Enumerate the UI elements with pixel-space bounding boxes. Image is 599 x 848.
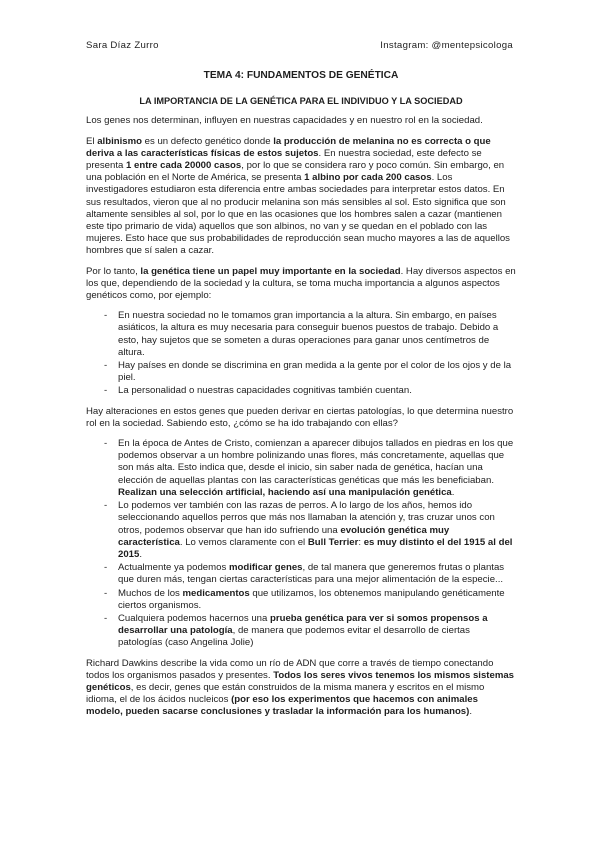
alteraciones-paragraph: Hay alteraciones en estos genes que pueden derivar en ciertas patologías, lo que determina nuestro rol en la sociedad. Sabiendo esto, ¿cómo se ha ido trabajando con ellas? <box>86 405 514 429</box>
list-item <box>86 588 516 612</box>
bold-term: albinismo <box>97 135 142 147</box>
text-run: . Hay diversos aspectos en los que, dependiendo de la sociedad y la cultura, se toma mucha importancia a algunos aspectos genéticos como, por ejemplo: <box>86 265 516 302</box>
aspects-list <box>86 310 516 397</box>
page-header <box>86 40 513 54</box>
bold-term: la genética tiene un papel muy importante en la sociedad <box>140 265 401 277</box>
bold-term: 1 albino por cada 200 casos <box>304 172 432 184</box>
text-run: Richard Dawkins describe la vida como un río de ADN que corre a través de tiempo conectando todos los organismos pasados y presentes. <box>86 657 494 681</box>
text-run: . En nuestra sociedad, este defecto se presenta <box>86 147 482 172</box>
bold-term: es muy distinto el del 1915 al del 2015 <box>118 536 513 560</box>
text-run: , es decir, genes que están construidos de la misma manera y escritos en el mismo idioma, el de los ácidos nucleicos <box>86 681 485 706</box>
text-run: Lo podemos ver también con las razas de perros. A lo largo de los años, hemos ido seleccionando aquellos perros que más nos llamaban la atención y, tras cruzar unos con otros, podemos observar que han ido sufriendo una <box>118 500 495 536</box>
text-run: . Los investigadores estudiaron esta diferencia entre ambas sociedades para interpretar estos datos. En sus resultados, vieron que al no producir melanina son más sensibles al sol. Esto significa que son altamente sensibles al sol, por lo que en las ocasiones que los hombres salen a cazar (mantienen este tipo primario de vida) aquellos que son albinos, no van y se quedan en el poblado con las mujeres. Esto hace que sus probabilidades de reproducción sean mucho mayores a las de aquellos hombres que sí salen a cazar. <box>86 172 510 257</box>
section-subtitle: LA IMPORTANCIA DE LA GENÉTICA PARA EL INDIVIDUO Y LA SOCIEDAD <box>139 96 463 107</box>
bold-term: Realizan una selección artificial, haciendo así una manipulación genética <box>118 486 452 498</box>
list-item: - En nuestra sociedad no le tomamos gran importancia a la altura. Sin embargo, en países asiáticos, la altura es muy necesaria para conseguir buenos puestos de trabajo. Debido a esto, hay sujetos que se someten a duras operaciones para ganar unos centímetros de altura. <box>86 310 516 359</box>
author-name: Sara Díaz Zurro <box>86 40 159 51</box>
text-run: . <box>139 548 143 560</box>
text-run: Por lo tanto, <box>86 265 141 277</box>
text-run: , por lo que se considera raro y poco común. Sin embargo, en una población en el Norte de América, se presenta <box>86 160 505 184</box>
instagram-handle: Instagram: @mentepsicologa <box>380 40 513 51</box>
text-run: . <box>469 706 473 718</box>
text-run: Muchos de los <box>118 587 183 599</box>
bold-term: 1 entre cada 20000 casos <box>126 160 242 172</box>
bold-term: la producción de melanina no es correcta o que deriva a las características físicas de estos sujetos <box>86 135 491 159</box>
text-run: El <box>86 135 98 147</box>
text-run: que utilizamos, los obtenemos manipulando genéticamente ciertos organismos. <box>118 587 505 611</box>
albinismo-paragraph <box>86 136 516 258</box>
bold-term: prueba genética para ver si somos propensos a desarrollar una patología <box>118 612 488 637</box>
text-run: . <box>451 486 455 498</box>
bold-term: Bull Terrier <box>307 536 359 548</box>
text-run: , de manera que podemos evitar el desarrollo de ciertas patologías (caso Angelina Jolie) <box>118 625 470 649</box>
bold-term: medicamentos <box>182 587 250 599</box>
bold-term: evolución genética muy característica <box>118 524 450 548</box>
bold-term: (por eso los experimentos que hacemos con animales modelo, pueden sacarse conclusiones y trasladar la información para los humanos) <box>86 694 478 718</box>
text-run: . Lo vemos claramente con el <box>179 536 308 548</box>
manipulation-list <box>86 438 516 649</box>
bold-term: modificar genes <box>228 562 303 574</box>
text-run: En la época de Antes de Cristo, comienzan a aparecer dibujos tallados en piedras en los que podemos observar a un hombre polinizando unas flores, más concretamente, aquellas que son más alta. Esto indica que, desde el inicio, sin saber nada de genética, hacían una elección de aquellas plantas con las características genéticas que más les beneficiaban. <box>118 438 514 486</box>
document-body <box>86 70 516 727</box>
list-item <box>86 562 516 586</box>
text-run: : <box>358 536 364 548</box>
text-run: Actualmente ya podemos <box>118 562 229 574</box>
intro-paragraph: Los genes nos determinan, influyen en nuestras capacidades y en nuestro rol en la sociedad. <box>86 115 483 127</box>
list-item: - Hay países en donde se discrimina en gran medida a la gente por el color de los ojos y de la piel. <box>86 360 516 384</box>
text-run: , de tal manera que generemos frutas o plantas que duren más, tengan ciertas características para una mejor alimentación de la especie... <box>118 562 505 586</box>
list-item <box>86 438 516 499</box>
dawkins-paragraph <box>86 658 516 719</box>
text-run: es un defecto genético donde <box>141 135 274 147</box>
genetica-sociedad-paragraph <box>86 266 516 303</box>
bold-term: Todos los seres vivos tenemos los mismos sistemas genéticos <box>86 669 515 693</box>
list-item: - La personalidad o nuestras capacidades cognitivas también cuentan. <box>86 385 516 397</box>
list-item <box>86 613 516 650</box>
text-run: Cualquiera podemos hacernos una <box>118 612 271 624</box>
list-item <box>86 500 516 561</box>
document-title: TEMA 4: FUNDAMENTOS DE GENÉTICA <box>203 70 399 81</box>
